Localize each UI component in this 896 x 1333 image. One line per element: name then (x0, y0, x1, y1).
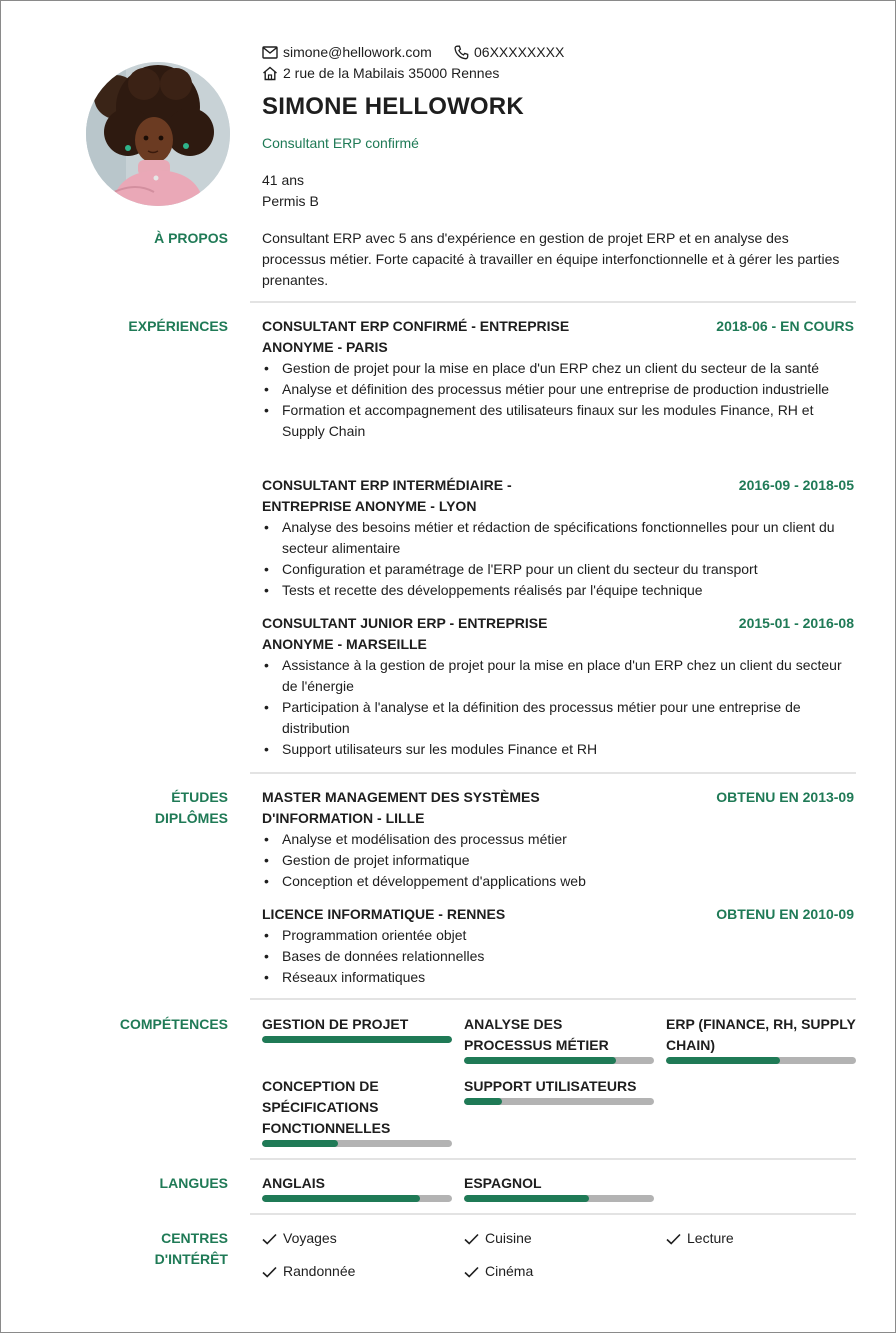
language-bar-fill (262, 1195, 420, 1202)
skill-name: SUPPORT UTILISATEURS (464, 1078, 637, 1094)
section-label-languages: LANGUES (159, 1175, 228, 1191)
profile-photo (86, 62, 230, 206)
skill-name: ANALYSE DES PROCESSUS MÉTIER (464, 1016, 609, 1053)
education-date: OBTENU EN 2010-09 (716, 906, 854, 922)
language-bar (262, 1195, 452, 1202)
skill-name: CONCEPTION DE SPÉCIFICATIONS FONCTIONNELLES (262, 1078, 391, 1136)
list-item: • Analyse et définition des processus métier pour une entreprise de production industrielle (262, 379, 856, 400)
skill-bar (464, 1057, 654, 1064)
address-text: 2 rue de la Mabilais 35000 Rennes (283, 65, 500, 81)
skill-bar-fill (262, 1036, 452, 1043)
divider (250, 772, 856, 774)
skill-bar-fill (464, 1098, 502, 1105)
check-icon (464, 1233, 479, 1245)
experience-date: 2015-01 - 2016-08 (738, 615, 854, 631)
experience-bullets (262, 655, 856, 760)
skill-name: GESTION DE PROJET (262, 1016, 409, 1032)
experience-bullets (262, 358, 856, 442)
skill-bar (464, 1098, 654, 1105)
skill-item (666, 1014, 856, 1064)
interest-item (262, 1228, 337, 1249)
phone-icon (454, 45, 469, 60)
interest-label: Cuisine (485, 1230, 532, 1246)
mail-icon (262, 46, 278, 59)
section-label-interests (155, 1228, 228, 1270)
language-name: ANGLAIS (262, 1175, 325, 1191)
experience-title: CONSULTANT ERP CONFIRMÉ - ENTREPRISE ANONYME - PARIS (262, 318, 570, 355)
interest-item (464, 1261, 533, 1282)
language-bar-fill (464, 1195, 589, 1202)
divider (250, 301, 856, 303)
phone-text: 06XXXXXXXX (474, 44, 565, 60)
label-line: CENTRES (161, 1230, 228, 1246)
list-item: • Analyse et modélisation des processus métier (262, 829, 856, 850)
experience-date: 2016-09 - 2018-05 (738, 477, 854, 493)
section-label-skills: COMPÉTENCES (119, 1016, 228, 1032)
candidate-name: SIMONE HELLOWORK (262, 93, 524, 120)
skill-item (464, 1014, 654, 1064)
contact-address (262, 65, 499, 81)
divider (250, 1213, 856, 1215)
list-item: • Conception et développement d'applications web (262, 871, 856, 892)
skill-name: ERP (FINANCE, RH, SUPPLY CHAIN) (666, 1016, 856, 1053)
education-title: LICENCE INFORMATIQUE - RENNES (262, 906, 506, 922)
list-item: • Tests et recette des développements réalisés par l'équipe technique (262, 580, 856, 601)
list-item: • Support utilisateurs sur les modules Finance et RH (262, 739, 856, 760)
label-line: D'INTÉRÊT (154, 1251, 228, 1267)
email-text: simone@hellowork.com (283, 44, 432, 60)
skill-item (262, 1076, 452, 1147)
interest-item (464, 1228, 532, 1249)
check-icon (666, 1233, 681, 1245)
job-title: Consultant ERP confirmé (262, 135, 419, 151)
education-bullets (262, 829, 856, 892)
age: 41 ans (262, 172, 305, 188)
check-icon (464, 1266, 479, 1278)
skill-bar (262, 1036, 452, 1043)
list-item: • Réseaux informatiques (262, 967, 856, 988)
education-title: MASTER MANAGEMENT DES SYSTÈMES D'INFORMATION - LILLE (262, 789, 540, 826)
skill-bar-fill (666, 1057, 780, 1064)
skill-bar (262, 1140, 452, 1147)
interest-item (666, 1228, 734, 1249)
contact-email[interactable] (262, 44, 432, 60)
list-item: • Formation et accompagnement des utilisateurs finaux sur les modules Finance, RH et Supply Chain (262, 400, 856, 442)
language-bar (464, 1195, 654, 1202)
list-item: • Participation à l'analyse et la définition des processus métier pour une entreprise de distribution (262, 697, 856, 739)
divider (250, 1158, 856, 1160)
skill-bar-fill (262, 1140, 338, 1147)
contact-phone[interactable] (454, 44, 564, 60)
education-date: OBTENU EN 2013-09 (716, 789, 854, 805)
experience-title: CONSULTANT JUNIOR ERP - ENTREPRISE ANONYME - MARSEILLE (262, 615, 548, 652)
interest-label: Cinéma (485, 1263, 534, 1279)
skill-item (464, 1076, 654, 1105)
section-label-education (155, 787, 228, 829)
experience-bullets (262, 517, 856, 601)
driving-license: Permis B (262, 193, 319, 209)
skill-item (262, 1014, 452, 1043)
skill-bar (666, 1057, 856, 1064)
divider (250, 998, 856, 1000)
experience-title: CONSULTANT ERP INTERMÉDIAIRE - ENTREPRISE ANONYME - LYON (262, 477, 512, 514)
interest-label: Voyages (283, 1230, 337, 1246)
list-item: • Gestion de projet pour la mise en place d'un ERP chez un client du secteur de la santé (262, 358, 856, 379)
list-item: • Analyse des besoins métier et rédaction de spécifications fonctionnelles pour un client du secteur alimentaire (262, 517, 856, 559)
list-item: • Gestion de projet informatique (262, 850, 856, 871)
home-icon (262, 66, 278, 81)
label-line: DIPLÔMES (154, 810, 228, 826)
list-item: • Assistance à la gestion de projet pour la mise en place d'un ERP chez un client du secteur de l'énergie (262, 655, 856, 697)
interest-item (262, 1261, 355, 1282)
list-item: • Configuration et paramétrage de l'ERP pour un client du secteur du transport (262, 559, 856, 580)
experience-date: 2018-06 - EN COURS (716, 318, 854, 334)
list-item: • Bases de données relationnelles (262, 946, 856, 967)
interest-label: Lecture (687, 1230, 734, 1246)
interest-label: Randonnée (283, 1263, 356, 1279)
section-label-experience: EXPÉRIENCES (128, 318, 228, 334)
section-label-about: À PROPOS (154, 230, 228, 246)
check-icon (262, 1233, 277, 1245)
check-icon (262, 1266, 277, 1278)
label-line: ÉTUDES (171, 789, 228, 805)
skill-bar-fill (464, 1057, 616, 1064)
language-name: ESPAGNOL (464, 1175, 542, 1191)
education-bullets (262, 925, 856, 988)
about-text: Consultant ERP avec 5 ans d'expérience en gestion de projet ERP et en analyse des processus métier. Forte capacité à travailler en équipe interfonctionnelle et à gérer les parties prenantes. (262, 230, 840, 288)
language-item (262, 1173, 452, 1202)
language-item (464, 1173, 654, 1202)
list-item: • Programmation orientée objet (262, 925, 856, 946)
